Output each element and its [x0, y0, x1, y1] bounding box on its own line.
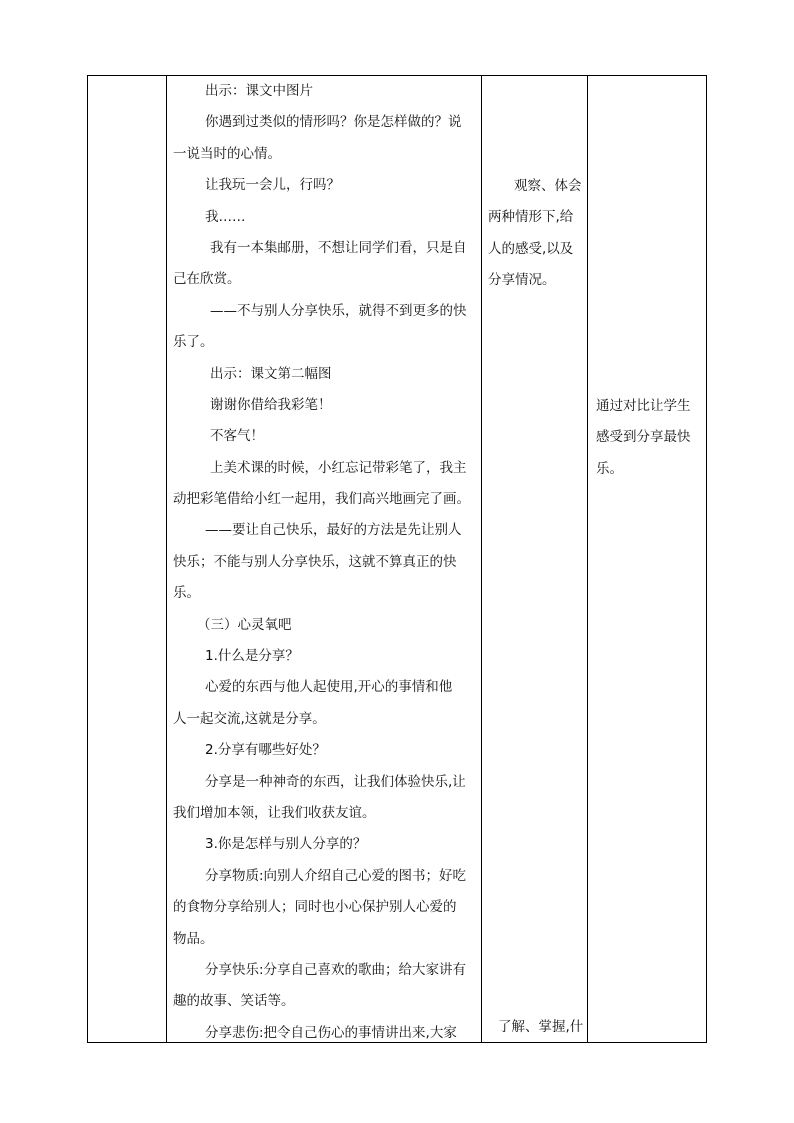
text-line: 分享是一种神奇的东西，让我们体验快乐,让 — [205, 773, 466, 790]
text-line: 分享情况。 — [488, 272, 556, 289]
text-line: 乐了。 — [173, 334, 214, 351]
activity-column — [488, 171, 583, 297]
text-line: 物品。 — [173, 930, 214, 947]
text-line: ——不与别人分享快乐，就得不到更多的快 — [210, 302, 467, 319]
text-line: 两种情形下,给 — [488, 209, 574, 226]
text-line: 3.你是怎样与别人分享的？ — [205, 836, 367, 853]
text-line: 分享物质:向别人介绍自己心爱的图书；好吃 — [205, 867, 467, 884]
text-line: 我有一本集邮册，不想让同学们看，只是自 — [210, 239, 467, 256]
text-line: 分享快乐:分享自己喜欢的歌曲；给大家讲有 — [205, 961, 467, 978]
text-line: 心爱的东西与他人起使用,开心的事情和他 — [205, 679, 453, 696]
text-line: 的食物分享给别人；同时也小心保护别人心爱的 — [173, 899, 457, 916]
text-line: 己在欣赏。 — [173, 271, 241, 288]
text-line: 快乐；不能与别人分享快乐，这就不算真正的快 — [173, 553, 457, 570]
text-line: 谢谢你借给我彩笔！ — [210, 396, 332, 413]
text-line: 人一起交流,这就是分享。 — [173, 710, 326, 727]
text-line: 上美术课的时候，小红忘记带彩笔了，我主 — [210, 459, 467, 476]
text-line: 1.什么是分享？ — [205, 648, 299, 665]
text-line: 一说当时的心情。 — [173, 145, 281, 162]
text-line: 人的感受,以及 — [488, 240, 574, 257]
column-divider-1 — [166, 76, 167, 1042]
text-line: 不客气！ — [210, 428, 264, 445]
text-line: 乐。 — [173, 585, 200, 602]
text-line: 趣的故事、笑话等。 — [173, 993, 295, 1010]
intent-column — [596, 391, 696, 485]
text-line: 2.分享有哪些好处？ — [205, 742, 326, 759]
text-line: 感受到分享最快 — [596, 429, 691, 446]
text-line: 出示：课文第二幅图 — [210, 365, 332, 382]
text-line: 让我玩一会儿，行吗？ — [205, 177, 340, 194]
text-line: 我…… — [205, 208, 246, 225]
text-line: 你遇到过类似的情形吗？你是怎样做的？说 — [205, 114, 462, 131]
section-heading: （三）心灵氧吧 — [197, 616, 292, 633]
text-line: ——要让自己快乐，最好的方法是先让别人 — [205, 522, 462, 539]
lesson-table — [87, 75, 707, 1043]
column-divider-3 — [587, 76, 588, 1042]
text-line: 分享悲伤:把令自己伤心的事情讲出来,大家 — [205, 1024, 457, 1041]
activity-column-bottom — [488, 1012, 583, 1043]
text-line: 乐。 — [596, 460, 623, 477]
text-line: 通过对比让学生 — [596, 398, 691, 414]
text-line: 了解、掌握,什 — [498, 1019, 584, 1035]
text-line: 我们增加本领，让我们收获友谊。 — [173, 804, 376, 821]
text-line: 动把彩笔借给小红一起用，我们高兴地画完了画。 — [173, 491, 470, 508]
text-line: 观察、体会 — [514, 178, 582, 194]
text-line: 出示：课文中图片 — [205, 83, 313, 99]
